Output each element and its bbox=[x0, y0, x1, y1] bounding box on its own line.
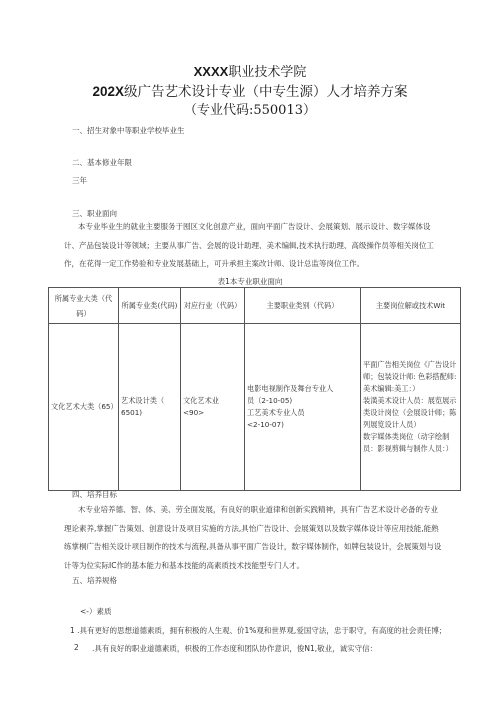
goal-paragraph: 木专业培养德、智、体、美、劳全面发展，有良好的职业道律和创新实践精神，具有广告艺术设计必备的专业理论素养,掌握广告策划、创意设计及项目实施的方法,具怡广告设计、会展策划以及数字媒体设计等应用技能,能熟练掌桐广告相关设计项目制作的技术与流程,具备从事平面广告设计，数字媒体制作，如牌包装设计，会展策划与设计等为位实际IC作的基本能力和基本技能的高素质技术技能型专门人才。 bbox=[64, 505, 442, 570]
quality-item-2-number: 2 bbox=[74, 643, 79, 652]
header-category: 所属专业大类（代码） bbox=[49, 288, 119, 324]
table-caption: 表1本专业职业面向 bbox=[217, 277, 283, 286]
header-occupation: 主要职业类别（代码） bbox=[245, 288, 361, 324]
section-duration-value: 三年 bbox=[72, 176, 87, 185]
header-industry: 对应行业（代码） bbox=[181, 288, 245, 324]
section-goal-heading: 四、培养目标 bbox=[72, 490, 117, 499]
section-enrollment: 一、招生对象中等职业学校毕业生 bbox=[72, 126, 185, 135]
cell-category: 文化艺术大类（65） bbox=[49, 324, 119, 491]
cell-occupation: 电影电视制作及舞台专业人 员（2-10-05) 工艺美术专业人员 <2-10-07) bbox=[245, 324, 361, 491]
career-table bbox=[48, 287, 461, 491]
quality-item-1: 1 .具有更好的思想道德素质，拥有积极的人生观、价1%观和世界观,爱国守法，忠于职守，有高度的社会责任博； bbox=[70, 626, 447, 635]
cell-class: 艺术设计类（ 6501) bbox=[119, 324, 181, 491]
career-paragraph: 本专业毕业生的就业主要服务于囤区文化创意产业，面向平面广告设计、会展策划、展示设计、数字媒体设计、产品包装设计等领域；主要从事广告、会展的设计助理、美术编辑,技术执行助理、高级操作员等相关岗位工作，在花得一定工作势验和专业发展基础上，可升承担主案改计师、设计总监等岗位工作。 bbox=[64, 222, 434, 268]
header-class: 所属专业类(代码) bbox=[119, 288, 181, 324]
quality-item-2: .具有良好的职业道德素质，枳极的工作态度和团队协作意识，俊N1,敬业，诚实守信： bbox=[92, 644, 378, 653]
cell-industry: 文化艺术业 <90> bbox=[181, 324, 245, 491]
table-row bbox=[49, 324, 461, 491]
quality-subheading: <-）素质 bbox=[80, 607, 112, 616]
cell-positions: 平面广告相关岗位《广告设计 师；包装设计师: 色彩搭配师: 美术编辑:美工：） 装潢美术设计人员：展览展示 类设计岗位（会展设计师；陈 列展览设计人员） 数字媒体类岗位（动字绘制 员：影视剪辑与制作人员：） bbox=[361, 324, 461, 491]
section-career-heading: 三、职业面向 bbox=[72, 209, 117, 218]
section-spec-heading: 五、培养规格 bbox=[72, 576, 117, 585]
plan-title: 202X级广告艺术设计专业（中专生源）人才培养方案 bbox=[92, 84, 408, 100]
school-name: XXXX职业技术学院 bbox=[193, 64, 307, 80]
section-duration-heading: 二、基本修业年限 bbox=[72, 158, 132, 167]
major-code: （专业代码:550013） bbox=[183, 103, 316, 118]
header-positions: 主要岗位解或技术Wit bbox=[361, 288, 461, 324]
table-header-row bbox=[49, 288, 461, 324]
